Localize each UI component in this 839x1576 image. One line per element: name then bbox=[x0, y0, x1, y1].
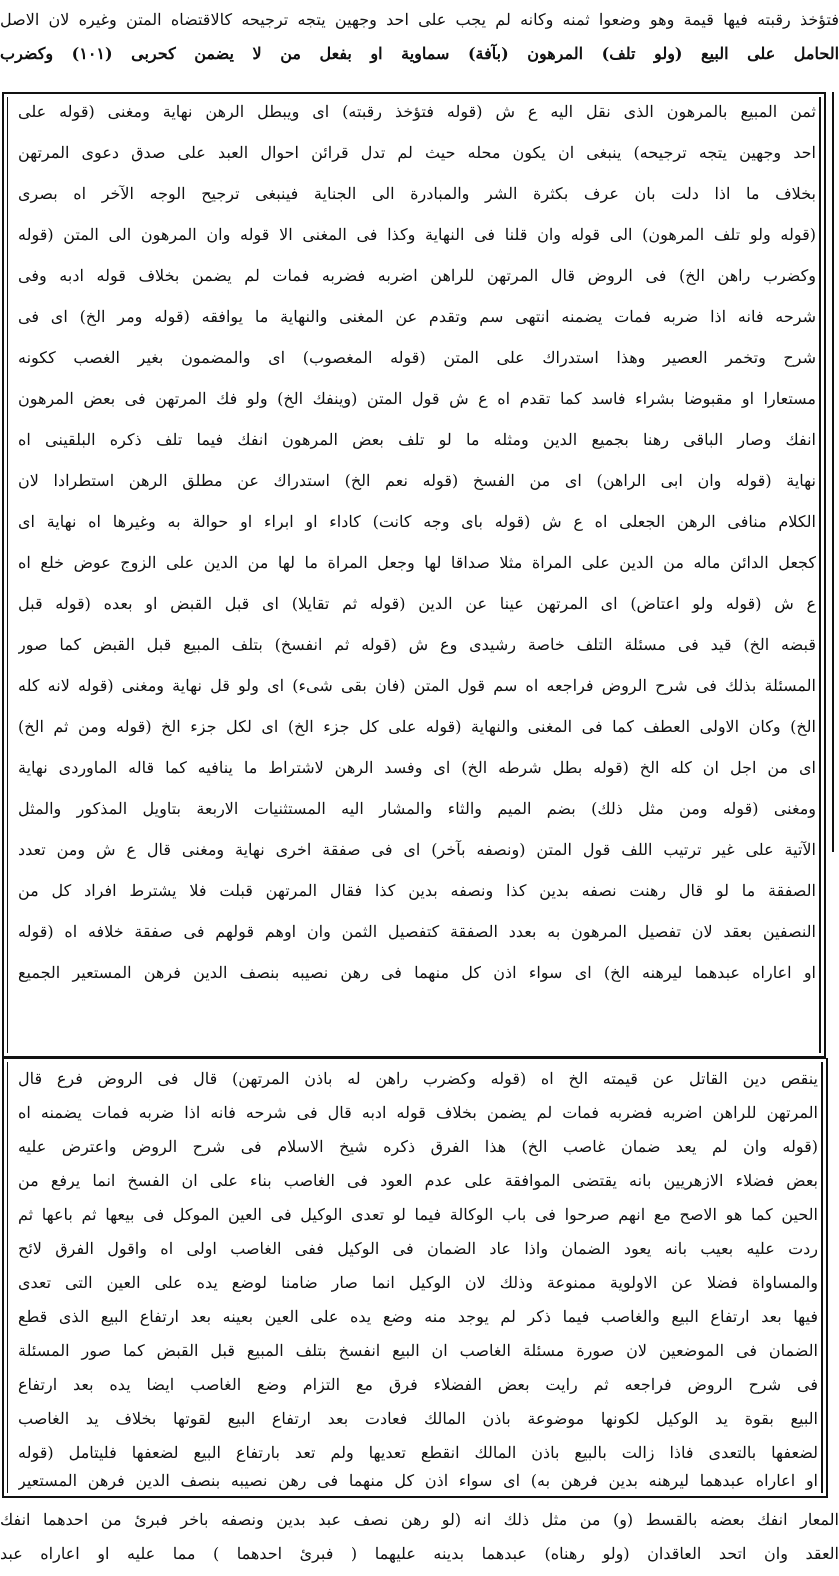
commentary-line: ردت عليه بعيب بانه يعود الضمان واذا عاد الضمان فى الوكيل ففى الغاصب اولى اه واقول الفرق لائح bbox=[18, 1239, 818, 1258]
commentary-line: كجعل الدائن ماله من الدين على المراة مثلا صداقا لها وجعل المراة ما لها من الدين على الزوج عوض خلع اه bbox=[18, 553, 816, 572]
commentary-line: مستعارا او مقبوضا بشراء فاسد كما تقدم اه ع ش قول المتن (وينفك الخ) ولو فك المرتهن فى بعض المرهون bbox=[18, 389, 816, 408]
commentary-line: فى شرح الروض فراجعه ثم رايت بعض الفضلاء فرق مع التزام وضع الغاصب ايضا يده بعد ارتفاع bbox=[18, 1375, 818, 1394]
commentary-line: المسئلة بذلك فى شرح الروض فراجعه اه سم قول المتن (فان بقى شىء) اى ولو قل نهاية ومغنى (قوله لانه كله bbox=[18, 676, 816, 695]
commentary-line: بخلاف ما اذا دلت بان عرف بكثرة الشر والمبادرة الى الجناية فينبغى ترجيح الوجه الآخر اه بصرى bbox=[18, 184, 816, 203]
commentary-line: وكضرب راهن الخ) فى الروض قال المرتهن للراهن اضربه فضربه فمات لم يضمن بخلاف قوله ادبه وفى bbox=[18, 266, 816, 285]
commentary-line: الخ) وكان الاولى العطف كما فى المغنى والنهاية (قوله على كل جزء الخ) اى لكل جزء الخ (قوله ومن ثم الخ) bbox=[18, 717, 816, 736]
commentary-box-lower bbox=[2, 1058, 828, 1498]
commentary-box-upper bbox=[2, 92, 826, 1058]
commentary-line: الضمان فى الموضعين لان صورة مسئلة الغاصب ان البيع انفسخ بتلف المبيع قبل القبض كما صور المسئلة bbox=[18, 1341, 818, 1360]
main-text-line: المعار انفك بعضه بالقسط (و) من مثل ذلك انه (لو رهن نصف عبد بدين ونصفه باخر فبرئ من احدهما انفك bbox=[0, 1510, 839, 1529]
commentary-line: البيع بقوة يد الوكيل لكونها موضوعة باذن المالك فعادت بعد ارتفاع البيع لقوتها بخلاف يد الغاصب bbox=[18, 1409, 818, 1428]
commentary-line: اى من اجل ان كله الخ (قوله بطل شرطه الخ) اى وفسد الرهن لاشتراط ما ينافيه كما قاله الماوردى نهاية bbox=[18, 758, 816, 777]
commentary-line: انفك وصار الباقى رهنا بجميع الدين ومثله ما لو تلف بعض المرهون انفك فيما تلف ذكره البلقينى اه bbox=[18, 430, 816, 449]
commentary-line: الكلام منافى الرهن الجعلى اه ع ش (قوله باى وجه كانت) كاداء او ابراء او حوالة به وغيرها اه نهاية اى bbox=[18, 512, 816, 531]
commentary-line: الآتية على غير ترتيب اللف قول المتن (ونصفه بآخر) اى فى صفقة اخرى نهاية ومغنى قال ع ش ومن تعدد bbox=[18, 840, 816, 859]
commentary-line: شرح وتخمر العصير وهذا استدراك على المتن (قوله المغصوب) اى والمضمون بغير الغصب ككونه bbox=[18, 348, 816, 367]
commentary-line: قبضه الخ) قيد فى مسئلة التلف خاصة رشيدى وع ش (قوله ثم انفسخ) بتلف المبيع قبل القبض كما صور bbox=[18, 635, 816, 654]
commentary-line: ثمن المبيع بالمرهون الذى نقل اليه ع ش (قوله فتؤخذ رقبته) اى ويبطل الرهن نهاية ومغنى (قوله على bbox=[18, 102, 816, 121]
commentary-line: (قوله وان لم يعد ضمان غاصب الخ) هذا الفرق ذكره شيخ الاسلام فى شرح الروض واعترض عليه bbox=[18, 1137, 818, 1156]
commentary-line: الحين كما هو الاصح مع انهم صرحوا فى باب الوكالة فيما لو تعدى الوكيل فى العين الموكل فى بيعها ثم باعها ثم bbox=[18, 1205, 818, 1224]
margin-rule bbox=[832, 92, 834, 852]
commentary-line: شرحه فانه اذا ضربه فمات يضمنه انتهى سم وتقدم عن المغنى والنهاية ما يوافقه (قوله ومر الخ) اى فى bbox=[18, 307, 816, 326]
main-text-line-with-page-number: الحامل على البيع (ولو تلف) المرهون (بآفة) سماوية او بفعل من لا يضمن كحربى (١٠١) وكضرب bbox=[0, 44, 839, 63]
commentary-line: (قوله ولو تلف المرهون) الى قوله وان قلنا فى النهاية وكذا فى المغنى الا قوله وان المرهون الى المتن (قوله bbox=[18, 225, 816, 244]
main-text-line: العقد وان اتحد العاقدان (ولو رهناه) عبدهما بدينه عليهما ( فبرئ احدهما ) مما عليه او اعاراه عبد bbox=[0, 1544, 839, 1563]
commentary-line: احد وجهين يتجه ترجيحه) ينبغى ان يكون محله حيث لم تدل قرائن احوال العبد على صدق دعوى المرتهن bbox=[18, 143, 816, 162]
commentary-line: النصفين بعقد لان تفصيل المرهون به بعدد الصفقة كتفصيل الثمن وان اوهم قولهم فى صفقة خلافه اه (قوله bbox=[18, 922, 816, 941]
commentary-line: لضعفها بالتعدى فاذا زالت بالبيع باذن المالك انقطع تعديها ولم تعد بارتفاع البيع لضعفها فليتامل (قوله bbox=[18, 1443, 818, 1462]
commentary-line: ومغنى (قوله ومن مثل ذلك) بضم الميم والثاء والمشار اليه المستثنيات الاربعة بتاويل المذكور والمثل bbox=[18, 799, 816, 818]
commentary-line: او اعاراه عبدهما ليرهنه الخ) اى سواء اذن كل منهما فى رهن نصيبه بنصف الدين فرهن المستعير الجميع bbox=[18, 963, 816, 982]
commentary-line: بعض فضلاء الازهريين بانه يقتضى الموافقة على عدم العود فى الغاصب بناء على ان الفسخ انما يرفع من bbox=[18, 1171, 818, 1190]
main-text-line: فتؤخذ رقبته فيها قيمة وهو وضعوا ثمنه وكانه لم يجب على احد وجهين يتجه ترجيحه كالاقتضاه المتن وغيره لان الاصل bbox=[0, 10, 839, 29]
commentary-line: نهاية (قوله وان ابى الراهن) اى من الفسخ (قوله نعم الخ) استدراك عن مطلق الرهن استطرادا لان bbox=[18, 471, 816, 490]
commentary-line: ينقص دين القاتل عن قيمته الخ اه (قوله وكضرب راهن له باذن المرتهن) قال فى الروض فرع قال bbox=[18, 1069, 818, 1088]
commentary-line: الصفقة ما لو قال رهنت نصفه بدين كذا ونصفه بدين كذا فقال المرتهن قبلت فلا يشترط افراد كل من bbox=[18, 881, 816, 900]
commentary-line: او اعاراه عبدهما ليرهنه بدين فرهن به) اى سواء اذن كل منهما فى رهن نصيبه بنصف الدين فرهن المستعير bbox=[18, 1471, 818, 1490]
commentary-line: ع ش (قوله ولو اعتاض) اى المرتهن عينا عن الدين (قوله ثم تقايلا) اى قبل القبض او بعده (قوله قبل bbox=[18, 594, 816, 613]
commentary-line: المرتهن للراهن اضربه فضربه فمات لم يضمن بخلاف قوله ادبه قال فى شرحه فانه اذا ضربه فمات يضمنه اه bbox=[18, 1103, 818, 1122]
commentary-line: فيها بعد ارتفاع البيع والغاصب فيما ذكر لم يوجد منه وضع يده على العين بعينه بعد ارتفاع البيع الذى قطع bbox=[18, 1307, 818, 1326]
commentary-line: والمساواة فضلا عن الاولوية ممنوعة وذلك لان الوكيل انما صار ضامنا لوضع يده على العين التى تعدى bbox=[18, 1273, 818, 1292]
